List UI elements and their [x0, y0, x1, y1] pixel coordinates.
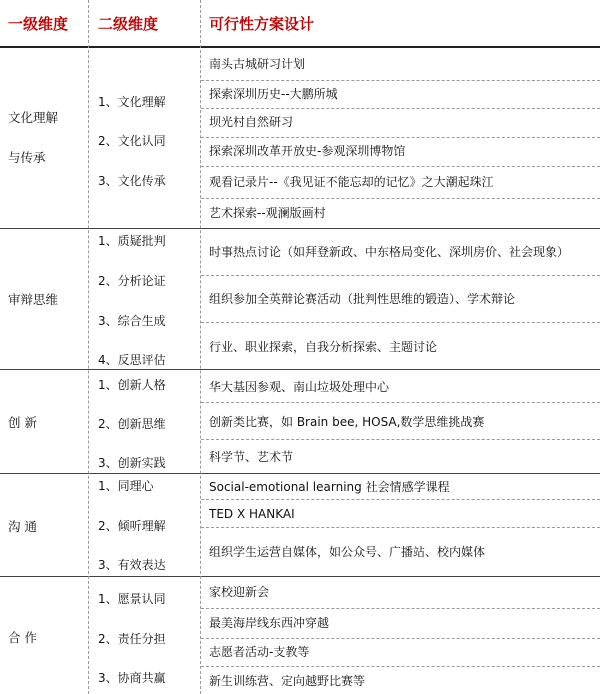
secondary-dimension-label: 3、有效表达: [98, 558, 166, 572]
secondary-dimension-label: 2、责任分担: [98, 632, 166, 646]
row-divider: [201, 439, 600, 440]
secondary-dimension-label: 3、文化传承: [98, 174, 166, 188]
plan-item: 南头古城研习计划: [209, 57, 306, 71]
secondary-dimension-label: 2、倾听理解: [98, 519, 166, 533]
primary-dimension-label: 审辩思维: [8, 292, 59, 307]
group-divider: [0, 576, 600, 577]
row-divider: [201, 608, 600, 609]
group-divider: [0, 473, 600, 474]
plan-item: 组织参加全英辩论赛活动（批判性思维的锻造）、学术辩论: [209, 292, 516, 306]
secondary-dimension-label: 1、文化理解: [98, 95, 166, 109]
plan-item: 探索深圳改革开放史-参观深圳博物馆: [209, 144, 406, 158]
row-divider: [201, 666, 600, 667]
primary-dimension-label: 合 作: [8, 630, 37, 645]
plan-item: 观看记录片--《我见证不能忘却的记忆》之大潮起珠江: [209, 175, 494, 189]
row-divider: [201, 527, 600, 528]
plan-item: 家校迎新会: [209, 585, 270, 599]
secondary-dimension-label: 3、综合生成: [98, 314, 166, 328]
row-divider: [201, 499, 600, 500]
secondary-dimension-label: 1、愿景认同: [98, 592, 166, 606]
primary-dimension-label: 与传承: [8, 150, 46, 165]
header-col-plans: 可行性方案设计: [209, 14, 315, 33]
column-divider: [88, 0, 89, 694]
secondary-dimension-label: 1、创新人格: [98, 378, 166, 392]
plan-item: 艺术探索--观澜版画村: [209, 206, 326, 220]
secondary-dimension-label: 2、创新思维: [98, 417, 166, 431]
row-divider: [201, 322, 600, 323]
secondary-dimension-label: 1、同理心: [98, 479, 154, 493]
header-col-secondary: 二级维度: [98, 14, 159, 33]
secondary-dimension-label: 3、创新实践: [98, 456, 166, 470]
primary-dimension-label: 沟 通: [8, 519, 37, 534]
row-divider: [201, 137, 600, 138]
plan-item: TED X HANKAI: [209, 507, 295, 521]
secondary-dimension-label: 3、协商共赢: [98, 671, 166, 685]
plan-item: 华大基因参观、南山垃圾处理中心: [209, 380, 390, 394]
plan-item: 坝光村自然研习: [209, 115, 294, 129]
row-divider: [201, 80, 600, 81]
row-divider: [201, 638, 600, 639]
header-divider: [0, 46, 600, 48]
primary-dimension-label: 创 新: [8, 415, 37, 430]
plan-item: 组织学生运营自媒体，如公众号、广播站、校内媒体: [209, 545, 486, 559]
plan-item: 创新类比赛，如 Brain bee, HOSA,数学思维挑战赛: [209, 415, 485, 429]
plan-item: Social-emotional learning 社会情感学课程: [209, 480, 450, 494]
column-divider: [200, 0, 201, 694]
row-divider: [201, 402, 600, 403]
plan-item: 最美海岸线东西冲穿越: [209, 616, 330, 630]
plan-item: 科学节、艺术节: [209, 450, 294, 464]
row-divider: [201, 108, 600, 109]
plan-item: 行业、职业探索，自我分析探索、主题讨论: [209, 340, 438, 354]
plan-item: 时事热点讨论（如拜登新政、中东格局变化、深圳房价、社会现象）: [209, 245, 570, 259]
row-divider: [201, 166, 600, 167]
plan-item: 志愿者活动-支教等: [209, 645, 310, 659]
plan-item: 新生训练营、定向越野比赛等: [209, 674, 366, 688]
row-divider: [201, 198, 600, 199]
header-col-primary: 一级维度: [8, 14, 69, 33]
secondary-dimension-label: 2、文化认同: [98, 134, 166, 148]
secondary-dimension-label: 1、质疑批判: [98, 234, 166, 248]
plan-item: 探索深圳历史--大鹏所城: [209, 87, 338, 101]
group-divider: [0, 228, 600, 229]
secondary-dimension-label: 2、分析论证: [98, 274, 166, 288]
primary-dimension-label: 文化理解: [8, 110, 59, 125]
group-divider: [0, 369, 600, 370]
secondary-dimension-label: 4、反思评估: [98, 353, 166, 367]
row-divider: [201, 275, 600, 276]
